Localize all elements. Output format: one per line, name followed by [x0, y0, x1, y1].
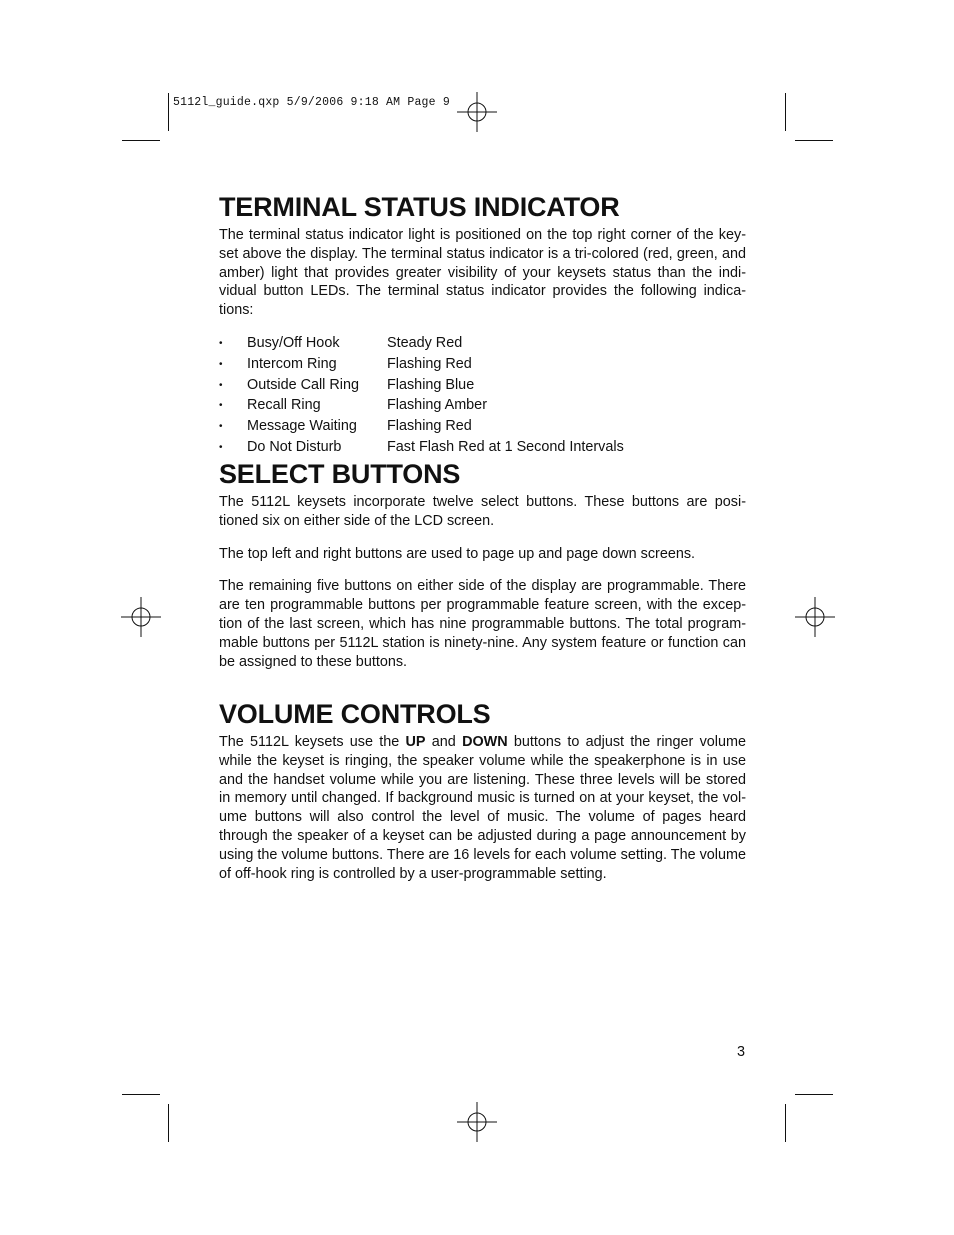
bullet — [219, 355, 247, 376]
heading-terminal-status: TERMINAL STATUS INDICATOR — [219, 192, 620, 222]
indicator-label: Message Waiting — [247, 418, 357, 435]
section-terminal-status — [219, 191, 746, 459]
down-keyword: DOWN — [462, 734, 508, 750]
up-keyword: UP — [405, 734, 426, 750]
volume-text-3: buttons to adjust the ringer volume while the keyset is ringing, the speaker volume while the speakerphone is in use and the handset volume while you are listening. These three levels will be stored in memory until changed. If background music is turned on at your keyset, the vol-ume buttons will also control the level of music. The volume of pages heard through the speaker of a keyset can be adjusted during a page announcement by using the volume buttons. There are 16 levels for each volume setting. The volume of off-hook ring is controlled by a user-programmable setting. — [219, 734, 746, 882]
crop-mark-top-left-v — [168, 93, 169, 131]
list-item — [219, 376, 746, 397]
file-slug: 5112l_guide.qxp 5/9/2006 9:18 AM Page 9 — [173, 96, 450, 109]
terminal-intro: The terminal status indicator light is positioned on the top right corner of the key-set above the display. The terminal status indicator is a tri-colored (red, green, and amber) light that provides greater visibility of your keysets status than the indi-vidual button LEDs. The terminal status indicator provides the following indica-tions: — [219, 227, 746, 319]
heading-select-buttons: SELECT BUTTONS — [219, 459, 461, 489]
crop-mark-bottom-right-v — [785, 1104, 786, 1142]
indicator-label: Do Not Disturb — [247, 438, 342, 455]
indicator-value: Flashing Red — [387, 418, 472, 435]
bullet — [219, 396, 247, 417]
indicator-label: Intercom Ring — [247, 355, 337, 372]
list-item — [219, 334, 746, 355]
section-volume-controls — [219, 698, 746, 883]
indicator-value: Flashing Blue — [387, 376, 475, 393]
crop-mark-bottom-right-h — [795, 1094, 833, 1095]
section-select-buttons — [219, 458, 746, 671]
crop-mark-top-left-h — [122, 140, 160, 141]
registration-mark-right — [795, 597, 835, 637]
page-number: 3 — [737, 1044, 746, 1060]
crop-mark-bottom-left-v — [168, 1104, 169, 1142]
crop-mark-bottom-left-h — [122, 1094, 160, 1095]
bullet — [219, 376, 247, 397]
list-item — [219, 417, 746, 438]
bullet — [219, 417, 247, 438]
select-paragraph-3: The remaining five buttons on either side of the display are programmable. There are ten programmable buttons per programmable feature screen, with the excep-tion of the last screen, which has nine programmable buttons. The total program-mable buttons per 5112L station is ninety-nine. Any system feature or function can be assigned to these buttons. — [219, 578, 746, 670]
indicator-value: Flashing Amber — [387, 397, 487, 414]
indicator-list — [219, 334, 746, 459]
bullet — [219, 334, 247, 355]
indicator-value: Flashing Red — [387, 355, 472, 372]
indicator-label: Outside Call Ring — [247, 376, 359, 393]
bullet — [219, 438, 247, 459]
heading-volume-controls: VOLUME CONTROLS — [219, 699, 491, 729]
volume-paragraph — [219, 733, 746, 883]
volume-text-1: The 5112L keysets use the — [219, 734, 406, 750]
indicator-value: Fast Flash Red at 1 Second Intervals — [387, 438, 624, 455]
crop-mark-top-right-h — [795, 140, 833, 141]
list-item — [219, 438, 746, 459]
registration-mark-top — [457, 92, 497, 132]
select-paragraph-1: The 5112L keysets incorporate twelve select buttons. These buttons are posi-tioned six on either side of the LCD screen. — [219, 494, 746, 529]
list-item — [219, 355, 746, 376]
select-paragraph-2: The top left and right buttons are used to page up and page down screens. — [219, 545, 696, 562]
volume-text-2: and — [425, 734, 463, 750]
list-item — [219, 396, 746, 417]
crop-mark-top-right-v — [785, 93, 786, 131]
registration-mark-left — [121, 597, 161, 637]
indicator-value: Steady Red — [387, 334, 463, 351]
indicator-label: Busy/Off Hook — [247, 334, 340, 351]
registration-mark-bottom — [457, 1102, 497, 1142]
indicator-label: Recall Ring — [247, 397, 321, 414]
